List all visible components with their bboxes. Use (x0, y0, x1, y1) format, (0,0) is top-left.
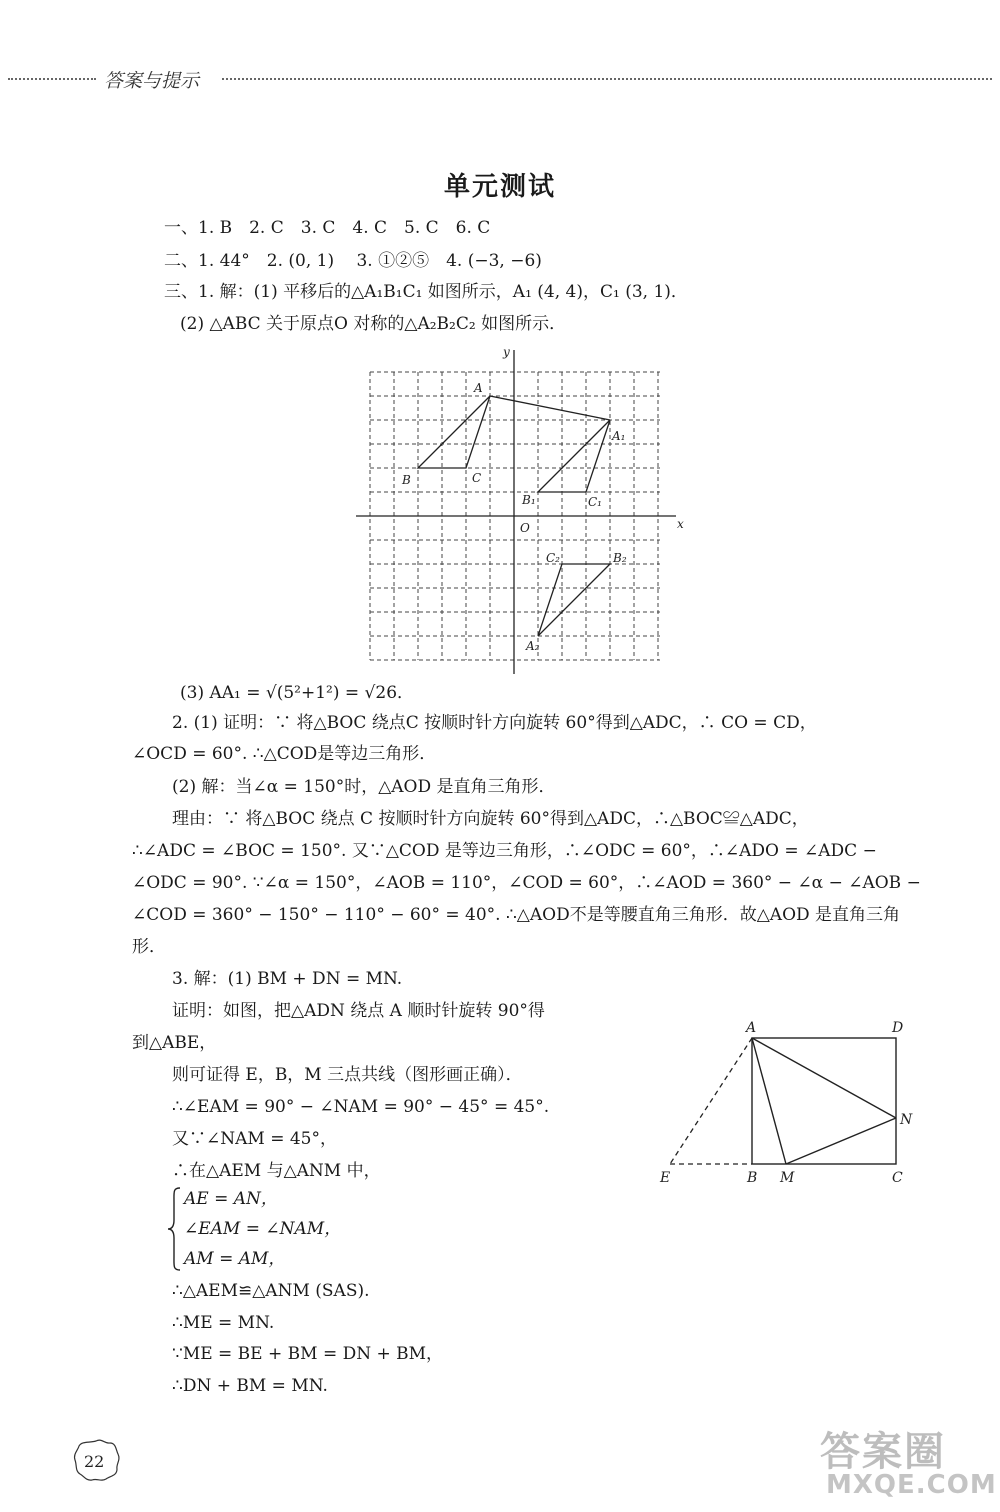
header-dots-left (8, 78, 96, 80)
answer-line-2: 二、1. 44° 2. (0, 1) 3. ①②⑤ 4. (−3, −6) (164, 251, 542, 271)
segment-am (752, 1038, 786, 1164)
system-line-3: AM = AM， (184, 1249, 286, 1269)
point-label-b2: B₂ (613, 551, 627, 565)
answer-line-12: ∠COD = 360° − 150° − 110° − 60° = 40°. ∴△AOD不是等腰直角三角形．故△AOD 是直角三角 (132, 905, 901, 925)
triangle-a1b1c1 (538, 420, 610, 492)
answer-line-15: 证明：如图，把△ADN 绕点 A 顺时针旋转 90°得 (172, 1001, 545, 1021)
system-line-2: ∠EAM = ∠NAM， (184, 1219, 342, 1239)
answer-line-9: 理由：∵ 将△BOC 绕点 C 按顺时针方向旋转 60°得到△ADC，∴△BOC≌△ADC， (172, 809, 809, 829)
section-title: 单元测试 (443, 172, 556, 202)
point-label-a: A (474, 381, 483, 395)
segment-mn (786, 1118, 896, 1164)
point-label-c1: C₁ (588, 495, 602, 509)
square-label-c: C (892, 1170, 903, 1186)
point-label-b1: B₁ (522, 493, 536, 507)
segment-aa1 (490, 396, 610, 420)
answer-line-4: (2) △ABC 关于原点O 对称的△A₂B₂C₂ 如图所示． (180, 314, 567, 334)
axis-label-y: y (503, 345, 510, 359)
answer-line-24: ∴DN + BM = MN. (172, 1376, 328, 1396)
axes (356, 350, 676, 674)
page-number-badge (72, 1438, 120, 1482)
answer-line-17: 则可证得 E，B，M 三点共线（图形画正确）． (172, 1065, 523, 1085)
page-number: 22 (84, 1452, 105, 1471)
answer-line-13: 形． (132, 937, 166, 957)
square-abcd (752, 1038, 896, 1164)
header-dots-right (222, 78, 992, 80)
answer-line-11: ∠ODC = 90°. ∵∠α = 150°，∠AOB = 110°，∠COD = 60°，∴∠AOD = 360° − ∠α − ∠AOB − (132, 873, 921, 893)
point-label-a2: A₂ (526, 639, 540, 653)
header-title: 答案与提示 (104, 70, 200, 92)
square-label-m: M (780, 1170, 795, 1186)
answer-line-1: 一、1. B 2. C 3. C 4. C 5. C 6. C (164, 218, 491, 238)
watermark-logo: 答案圈 (820, 1429, 946, 1475)
answer-line-14: 3. 解：(1) BM + DN = MN. (172, 969, 403, 989)
answer-line-5: (3) AA₁ = √(5²+1²) = √26． (180, 683, 415, 703)
system-brace (166, 1186, 182, 1272)
coordinate-grid-figure (350, 344, 690, 680)
answer-line-21: ∴△AEM≌△ANM (SAS). (172, 1281, 370, 1301)
square-label-n: N (900, 1112, 913, 1128)
answer-line-16: 到△ABE， (132, 1033, 217, 1053)
segment-an (752, 1038, 896, 1118)
triangle-abc (418, 396, 490, 468)
answer-line-19: 又∵∠NAM = 45°， (172, 1129, 337, 1149)
square-label-a: A (746, 1020, 757, 1036)
answer-line-20: ∴在△AEM 与△ANM 中， (172, 1161, 381, 1181)
axis-label-x: x (677, 517, 684, 531)
answer-line-7: ∠OCD = 60°. ∴△COD是等边三角形． (132, 744, 437, 764)
answer-line-23: ∵ME = BE + BM = DN + BM， (172, 1344, 444, 1364)
answer-line-10: ∴∠ADC = ∠BOC = 150°. 又∵△COD 是等边三角形，∴∠ODC = 60°，∴∠ADO = ∠ADC − (132, 841, 877, 861)
answer-line-6: 2. (1) 证明：∵ 将△BOC 绕点C 按顺时针方向旋转 60°得到△ADC，∴ CO = CD， (172, 713, 817, 733)
answer-line-18: ∴∠EAM = 90° − ∠NAM = 90° − 45° = 45°. (172, 1097, 550, 1117)
square-label-e: E (660, 1170, 671, 1186)
point-label-b: B (402, 473, 411, 487)
answer-line-3: 三、1. 解：(1) 平移后的△A₁B₁C₁ 如图所示，A₁ (4, 4)，C₁ (3, 1)． (164, 282, 688, 302)
segment-ae (670, 1038, 752, 1164)
origin-label: O (520, 521, 530, 535)
square-label-b: B (747, 1170, 758, 1186)
watermark-url: MXQE.COM (826, 1470, 997, 1500)
triangle-a2b2c2 (538, 564, 610, 636)
page-header (0, 62, 1000, 102)
square-label-d: D (892, 1020, 904, 1036)
system-line-1: AE = AN， (184, 1189, 278, 1209)
point-label-a1: A₁ (612, 429, 626, 443)
answer-line-22: ∴ME = MN. (172, 1313, 275, 1333)
point-label-c: C (472, 471, 482, 485)
answer-line-8: (2) 解：当∠α = 150°时，△AOD 是直角三角形． (172, 777, 556, 797)
square-figure (652, 1016, 922, 1190)
point-label-c2: C₂ (546, 551, 560, 565)
